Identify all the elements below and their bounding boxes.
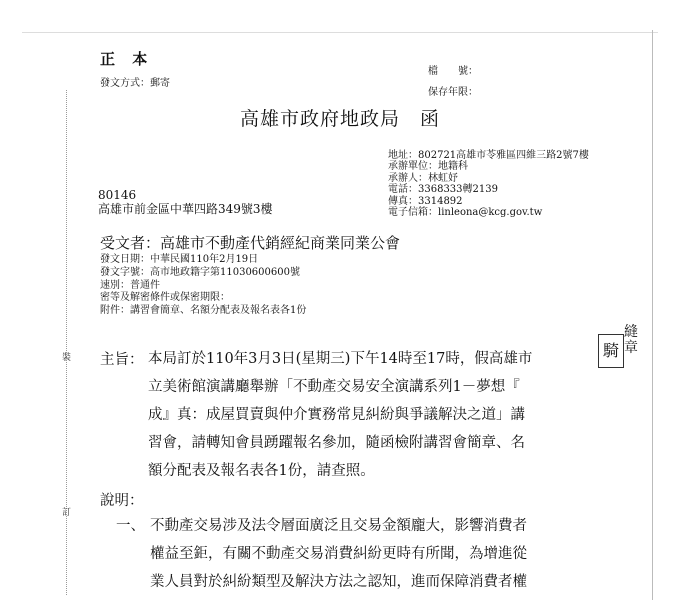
file-number: 檔 號： <box>428 66 478 77</box>
issue-date: 發文日期：中華民國110年2月19日 <box>100 254 259 265</box>
seal-char-2b: 章 <box>624 340 638 356</box>
fax: 傳真：3314892 <box>388 195 463 207</box>
page-right-edge <box>652 30 653 600</box>
seam-seal-stamp <box>598 324 640 374</box>
explanation-line: 權益至鉅，有關不動產交易消費糾紛更時有所聞，為增進從 <box>150 546 527 562</box>
email: 電子信箱：linleona@kcg.gov.tw <box>388 206 543 218</box>
explanation-line: 業人員對於糾紛類型及解決方法之認知，進而保障消費者權 <box>150 574 527 590</box>
recipient: 受文者：高雄市不動產代銷經紀商業同業公會 <box>100 234 401 252</box>
attachments: 附件：講習會簡章、名額分配表及報名表各1份 <box>100 305 307 317</box>
seal-char-2 <box>624 324 638 356</box>
subject-line: 習會，請轉知會員踴躍報名參加，隨函檢附講習會簡章、名 <box>148 435 525 451</box>
page-top-edge <box>22 32 658 33</box>
send-method: 發文方式：郵寄 <box>100 78 170 89</box>
binding-mark-ding: 訂 <box>62 508 72 518</box>
speed-class: 速別：普通件 <box>100 279 160 291</box>
sender-contact-block <box>388 150 589 218</box>
recipient-address: 高雄市前金區中華四路349號3樓 <box>98 202 273 216</box>
seal-char-1: 騎 <box>598 334 624 368</box>
binding-mark-zhuang: 裝 <box>62 353 72 363</box>
subject-line: 立美術館演講廳舉辦「不動產交易安全演講系列1－夢想『 <box>148 379 520 395</box>
original-copy-label: 正 本 <box>100 50 154 68</box>
document-number: 發文字號：高市地政籍字第11030600600號 <box>100 266 300 278</box>
document-meta-block <box>100 254 306 318</box>
sender-address: 地址：802721高雄市苓雅區四維三路2號7樓 <box>388 150 589 161</box>
explanation-item-number: 一、 <box>116 518 145 534</box>
retention-period: 保存年限： <box>428 87 478 98</box>
subject-line: 成』真：成屋買賣與仲介實務常見糾紛與爭議解決之道」講 <box>148 407 525 423</box>
subject-line: 本局訂於110年3月3日(星期三)下午14時至17時，假高雄市 <box>148 351 533 367</box>
subject-label: 主旨： <box>100 352 144 368</box>
document-title: 高雄市政府地政局 函 <box>240 108 441 130</box>
binding-line <box>66 90 67 595</box>
seal-char-2a: 縫 <box>624 324 638 340</box>
recipient-postal-code: 80146 <box>98 188 137 202</box>
secrecy-level: 密等及解密條件或保密期限： <box>100 292 230 304</box>
handling-unit: 承辦單位：地籍科 <box>388 161 468 173</box>
phone: 電話：3368333轉2139 <box>388 184 498 196</box>
handling-person: 承辦人：林虹妤 <box>388 172 458 184</box>
explanation-line: 不動產交易涉及法令層面廣泛且交易金額龐大，影響消費者 <box>150 518 527 534</box>
subject-line: 額分配表及報名表各1份，請查照。 <box>148 463 375 479</box>
explanation-label: 說明： <box>100 493 144 509</box>
